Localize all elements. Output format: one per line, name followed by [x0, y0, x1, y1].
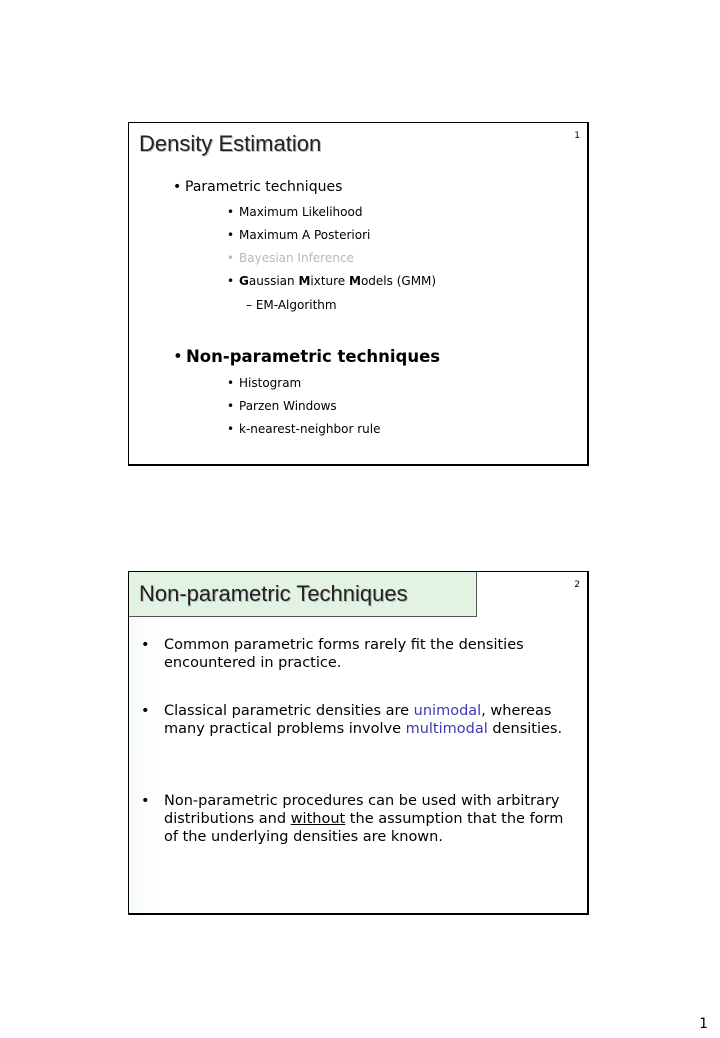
slide-number: 1	[574, 131, 580, 141]
list-item: • Maximum A Posteriori	[227, 228, 371, 242]
emphasis-unimodal: unimodal	[413, 703, 482, 719]
list-item-gmm: • Gaussian Mixture Models (GMM)	[227, 274, 437, 288]
list-item: • k-nearest-neighbor rule	[227, 422, 381, 436]
slide-title: Density Estimation	[139, 131, 322, 156]
paragraph-1: • Common parametric forms rarely fit the densities encountered in practice.	[141, 637, 524, 671]
list-item: • Histogram	[227, 376, 302, 390]
slide-1	[128, 122, 589, 466]
slide-2	[128, 571, 589, 915]
paragraph-3: • Non-parametric procedures can be used with arbitrary distributions and without the assumption that the form of the underlying densities are known.	[141, 793, 564, 845]
paragraph-2: • Classical parametric densities are unimodal, whereas many practical problems involve multimodal densities.	[141, 703, 563, 737]
slide-number: 2	[574, 580, 580, 590]
title-box	[129, 572, 477, 617]
emphasis-multimodal: multimodal	[405, 721, 488, 737]
list-item: • Maximum Likelihood	[227, 205, 363, 219]
bullet-parametric: • Parametric techniques	[173, 179, 343, 195]
sub-item: – EM-Algorithm	[246, 298, 337, 312]
emphasis-without: without	[290, 811, 346, 827]
bullet-dot: •	[173, 179, 182, 195]
slide-title: Non-parametric Techniques	[139, 581, 408, 606]
bullet-nonparametric: • Non-parametric techniques	[173, 347, 441, 366]
list-item: • Parzen Windows	[227, 399, 337, 413]
list-item-grayed: • Bayesian Inference	[227, 251, 354, 265]
page-number: 1	[699, 1016, 708, 1032]
